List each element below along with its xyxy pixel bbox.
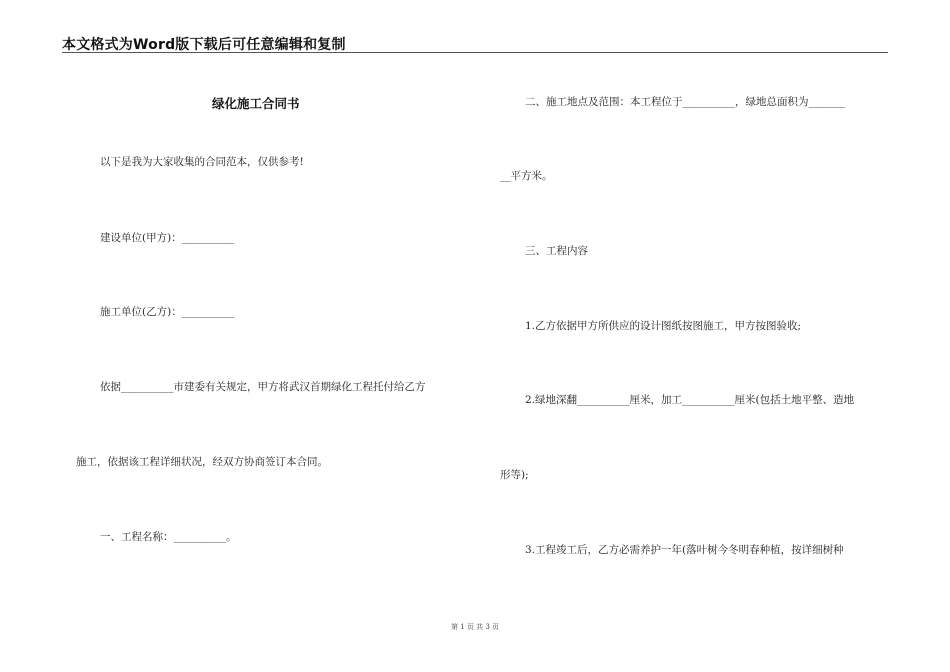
section-work-content: 三、工程内容 (525, 245, 588, 257)
work-item-1: 1.乙方依据甲方所供应的设计图纸按图施工，甲方按图验收; (525, 320, 802, 332)
page-footer: 第 1 页 共 3 页 (450, 623, 500, 631)
work-item-2-line-2: 形等); (500, 469, 529, 481)
party-b-line: 施工单位(乙方)：__________ (100, 306, 235, 318)
basis-paragraph-line-2: 施工，依据该工程详细状况，经双方协商签订本合同。 (76, 456, 328, 468)
section-project-name: 一、工程名称：__________。 (100, 531, 237, 543)
work-item-2-line-1: 2.绿地深翻__________厘米，加工__________厘米(包括土地平整、造地 (525, 394, 855, 406)
header-divider (62, 52, 888, 53)
intro-text: 以下是我为大家收集的合同范本，仅供参考! (100, 156, 304, 168)
work-item-3-line-1: 3.工程竣工后，乙方必需养护一年(落叶树今冬明春种植，按详细树种 (525, 544, 844, 556)
section-location-line-2: __平方米。 (500, 170, 553, 182)
basis-paragraph-line-1: 依据__________市建委有关规定，甲方将武汉首期绿化工程托付给乙方 (100, 381, 426, 393)
section-location-line-1: 二、施工地点及范围：本工程位于__________，绿地总面积为_______ (525, 96, 846, 108)
party-a-line: 建设单位(甲方)：__________ (100, 232, 235, 244)
document-title: 绿化施工合同书 (212, 96, 300, 111)
page-header: 本文格式为Word版下载后可任意编辑和复制 (62, 37, 346, 53)
